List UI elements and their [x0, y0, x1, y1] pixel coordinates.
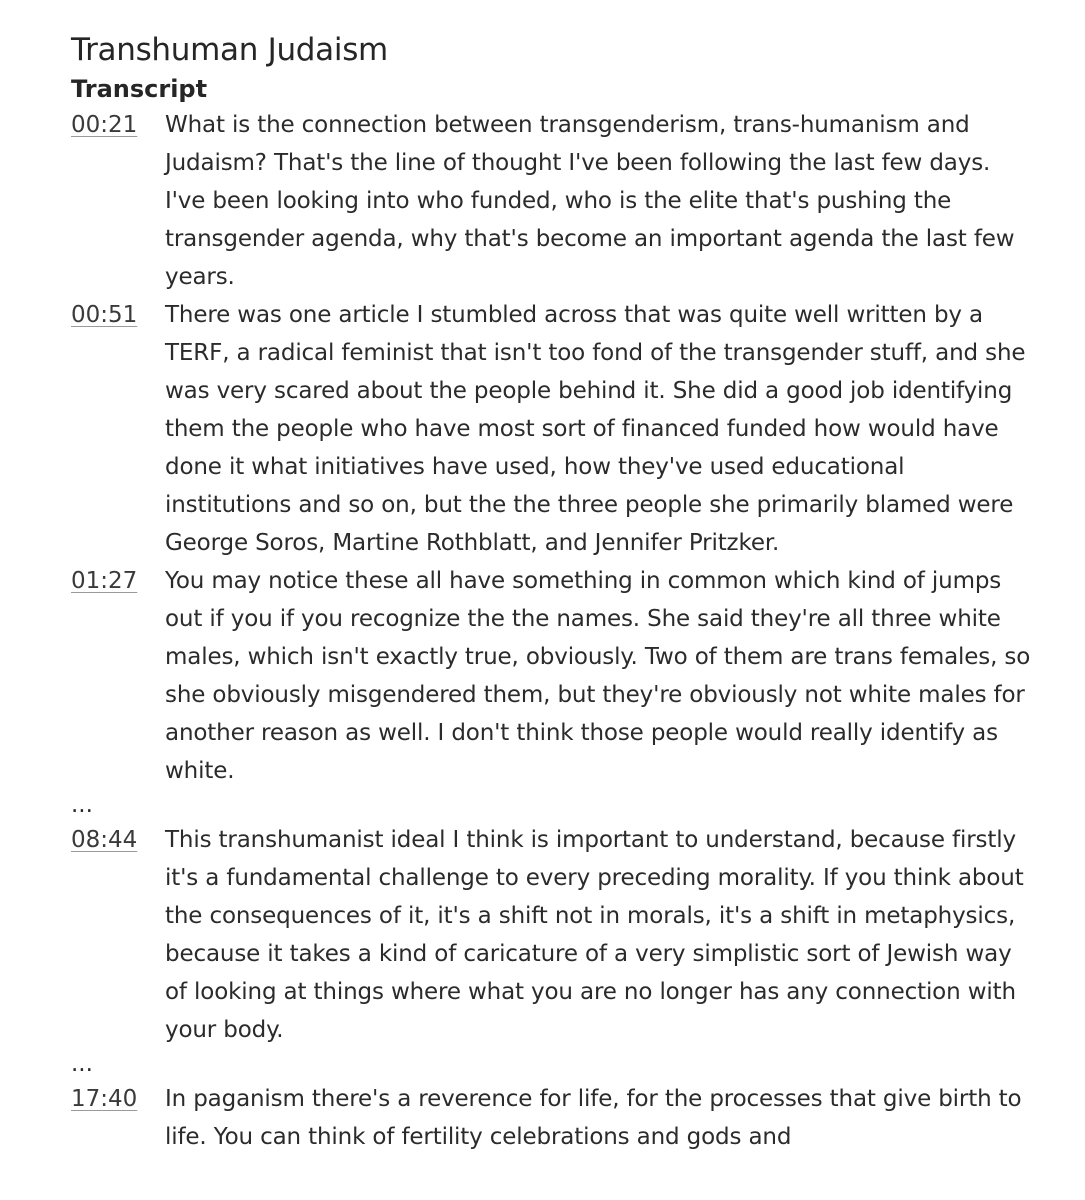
timestamp-link[interactable]: 08:44 — [71, 827, 138, 853]
transcript-entry — [71, 296, 1031, 562]
omitted-section-ellipsis: ... — [71, 792, 93, 818]
transcript-entry — [71, 821, 1031, 1049]
transcript-text: This transhumanist ideal I think is important to understand, because firstly it's a fundamental challenge to every preceding morality. If you think about the consequences of it, it's a shift not in morals, it's a shift in metaphysics, because it takes a kind of caricature of a very simplistic sort of Jewish way of looking at things where what you are no longer has any connection with your body. — [165, 827, 1024, 1043]
timestamp-link[interactable]: 00:51 — [71, 302, 138, 328]
transcript-heading: Transcript — [71, 75, 208, 103]
timestamp-link[interactable]: 17:40 — [71, 1086, 138, 1112]
transcript-text: There was one article I stumbled across that was quite well written by a TERF, a radical feminist that isn't too fond of the transgender stuff, and she was very scared about the people behind it. She did a good job identifying them the people who have most sort of financed funded how would have done it what initiatives have used, how they've used educational institutions and so on, but the the three people she primarily blamed were George Soros, Martine Rothblatt, and Jennifer Pritzker. — [165, 302, 1026, 556]
transcript-text: You may notice these all have something in common which kind of jumps out if you if you recognize the the names. She said they're all three white males, which isn't exactly true, obviously. Two of them are trans females, so she obviously misgendered them, but they're obviously not white males for another reason as well. I don't think those people would really identify as white. — [165, 568, 1031, 784]
transcript-entry — [71, 106, 1031, 296]
transcript-document — [71, 28, 1031, 1152]
timestamp-link[interactable]: 00:21 — [71, 112, 138, 138]
transcript-text: What is the connection between transgenderism, trans-humanism and Judaism? That's the line of thought I've been following the last few days. I've been looking into who funded, who is the elite that's pushing the transgender agenda, why that's become an important agenda the last few years. — [165, 112, 1015, 290]
omitted-section-ellipsis: ... — [71, 1051, 93, 1077]
transcript-entry — [71, 562, 1031, 790]
document-title: Transhuman Judaism — [71, 32, 388, 68]
transcript-entry — [71, 1080, 1031, 1152]
transcript-text: In paganism there's a reverence for life, for the processes that give birth to life. You can think of fertility celebrations and gods and — [165, 1086, 1022, 1150]
timestamp-link[interactable]: 01:27 — [71, 568, 138, 594]
